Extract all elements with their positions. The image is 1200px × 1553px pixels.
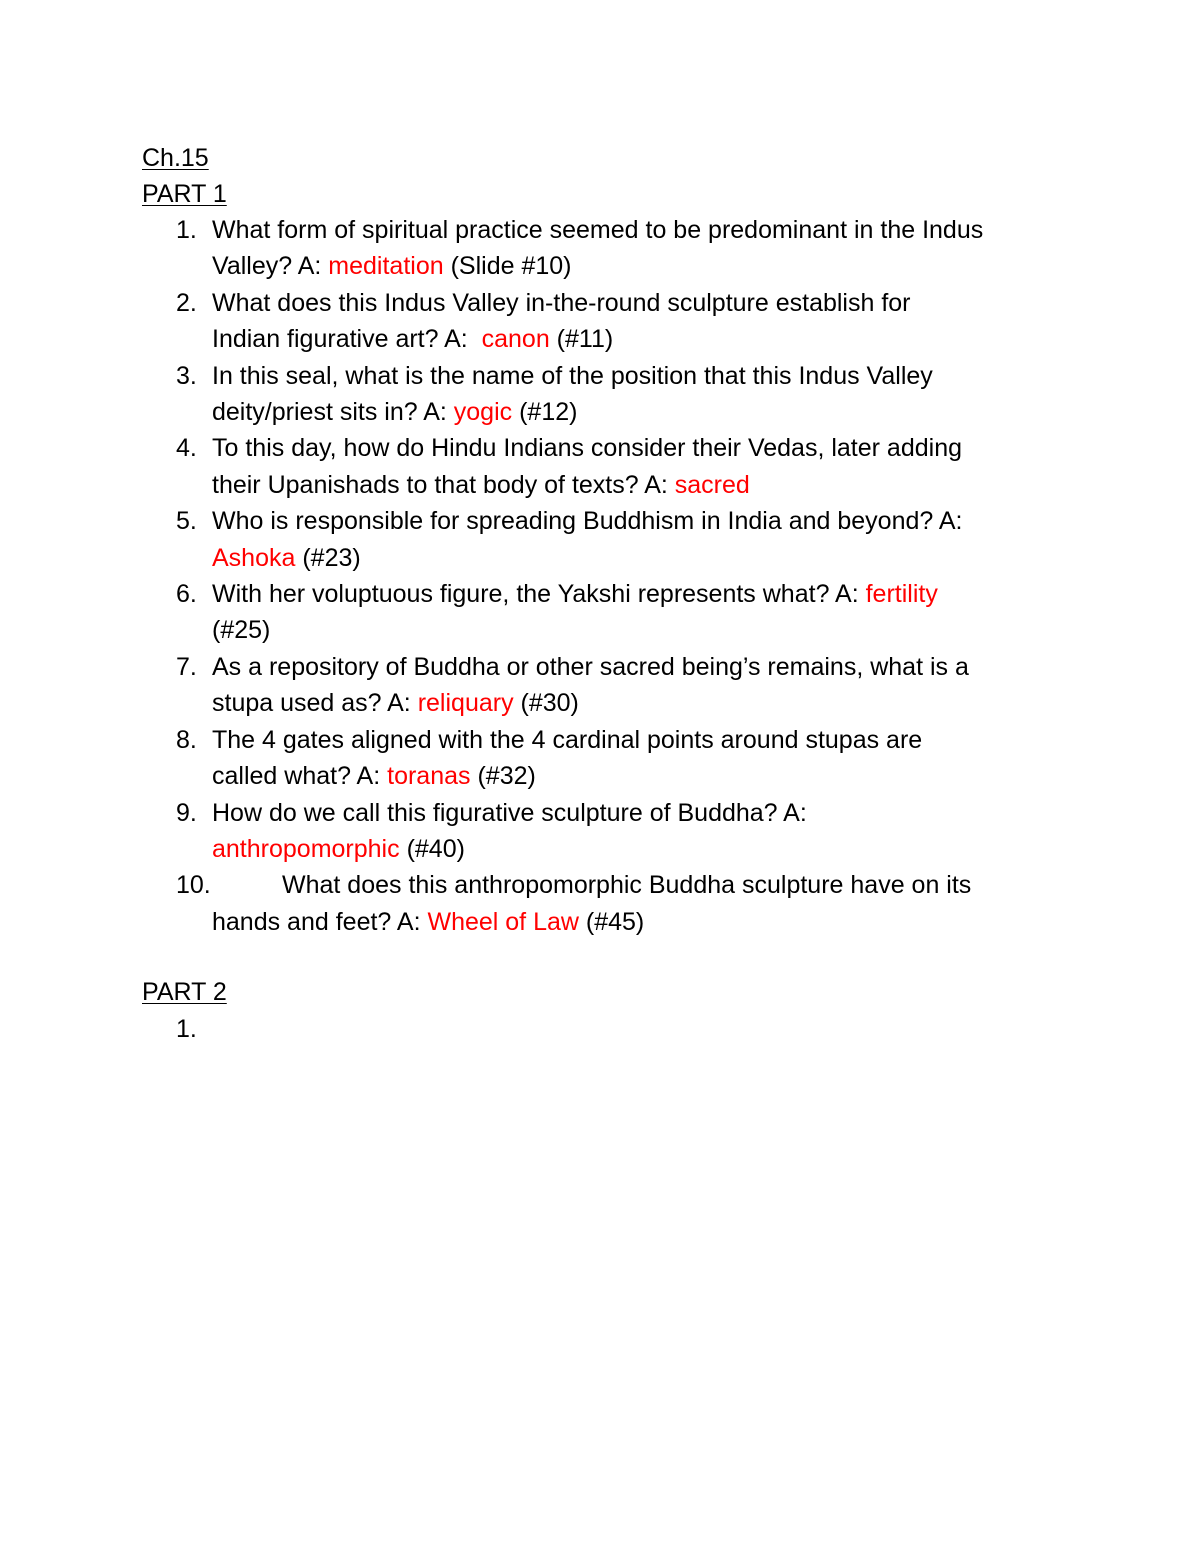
question-text: How do we call this figurative sculpture of Buddha? A: xyxy=(212,798,807,827)
question-line xyxy=(212,540,1072,576)
question-text: stupa used as? A: xyxy=(212,689,418,718)
question-line xyxy=(212,430,1072,466)
question-7 xyxy=(0,649,1072,722)
question-number: 1. xyxy=(176,216,197,244)
question-line xyxy=(212,612,1072,648)
question-line xyxy=(212,394,1072,430)
slide-reference: (#25) xyxy=(212,616,271,645)
question-text: As a repository of Buddha or other sacred being’s remains, what is a xyxy=(212,652,969,681)
answer-text: toranas xyxy=(387,762,471,791)
question-number: 2. xyxy=(176,288,197,317)
question-line xyxy=(212,285,1072,321)
answer-text: Wheel of Law xyxy=(427,907,579,936)
slide-reference: (#12) xyxy=(512,398,578,427)
slide-reference: (#23) xyxy=(295,543,361,572)
chapter-heading: Ch.15 xyxy=(142,144,209,172)
question-number: 1. xyxy=(176,1015,197,1043)
answer-text: canon xyxy=(481,325,550,354)
question-line xyxy=(212,576,1072,612)
question-text: In this seal, what is the name of the position that this Indus Valley xyxy=(212,361,933,390)
question-number: 8. xyxy=(176,725,197,754)
answer-text: Ashoka xyxy=(212,543,296,572)
question-line xyxy=(212,685,1072,721)
answer-text: anthropomorphic xyxy=(212,834,400,863)
question-3 xyxy=(0,358,1072,431)
question-line xyxy=(212,212,1072,248)
question-line xyxy=(212,722,1072,758)
answer-text: fertility xyxy=(865,580,938,609)
question-text: hands and feet? A: xyxy=(212,907,428,936)
question-text: The 4 gates aligned with the 4 cardinal points around stupas are xyxy=(212,725,923,754)
question-line xyxy=(212,321,1072,357)
question-number: 3. xyxy=(176,361,197,390)
question-text: What does this Indus Valley in-the-round sculpture establish for xyxy=(212,288,911,317)
slide-reference: (#32) xyxy=(470,762,536,791)
slide-reference: (#30) xyxy=(513,689,579,718)
question-number: 10. xyxy=(176,871,211,900)
question-5 xyxy=(0,503,1072,576)
question-number: 6. xyxy=(176,580,197,609)
question-text: Valley? A: xyxy=(212,252,329,281)
question-line xyxy=(212,904,1072,940)
answer-text: meditation xyxy=(328,252,444,281)
part1-heading: PART 1 xyxy=(142,180,227,208)
question-line xyxy=(212,795,1072,831)
slide-reference: (#11) xyxy=(549,325,614,354)
question-number: 4. xyxy=(176,434,197,463)
question-line xyxy=(212,248,1072,284)
question-number: 9. xyxy=(176,798,197,827)
question-6 xyxy=(0,576,1072,649)
answer-text: yogic xyxy=(453,398,513,427)
question-text: deity/priest sits in? A: xyxy=(212,398,454,427)
question-number: 5. xyxy=(176,507,197,536)
answer-text: reliquary xyxy=(417,689,514,718)
question-10 xyxy=(0,867,1072,940)
question-text: What form of spiritual practice seemed to be predominant in the Indus xyxy=(212,216,984,244)
question-text: What does this anthropomorphic Buddha sculpture have on its xyxy=(282,871,972,900)
question-number: 7. xyxy=(176,652,197,681)
part2-question-list xyxy=(0,1011,1200,1047)
question-line xyxy=(212,758,1072,794)
question-text: their Upanishads to that body of texts? A: xyxy=(212,470,675,499)
question-1 xyxy=(0,212,1072,285)
slide-reference: (Slide #10) xyxy=(443,252,572,281)
question-line xyxy=(212,649,1072,685)
question-2 xyxy=(0,285,1072,358)
question-4 xyxy=(0,430,1072,503)
part2-question-1 xyxy=(0,1011,1200,1047)
answer-text: sacred xyxy=(674,470,750,499)
slide-reference: (#45) xyxy=(578,907,645,936)
question-text: To this day, how do Hindu Indians consider their Vedas, later adding xyxy=(212,434,962,463)
question-line xyxy=(212,467,1072,503)
question-line xyxy=(212,831,1072,867)
part2-heading: PART 2 xyxy=(142,978,227,1006)
question-9 xyxy=(0,795,1072,868)
part1-question-list xyxy=(0,212,1200,940)
question-text: Indian figurative art? A: xyxy=(212,325,482,354)
question-text: With her voluptuous figure, the Yakshi represents what? A: xyxy=(212,580,866,609)
question-line xyxy=(212,503,1072,539)
question-line xyxy=(212,867,1072,903)
question-line xyxy=(212,358,1072,394)
question-8 xyxy=(0,722,1072,795)
slide-reference: (#40) xyxy=(399,834,465,863)
question-text: called what? A: xyxy=(212,762,388,791)
question-text: Who is responsible for spreading Buddhism in India and beyond? A: xyxy=(212,507,963,536)
